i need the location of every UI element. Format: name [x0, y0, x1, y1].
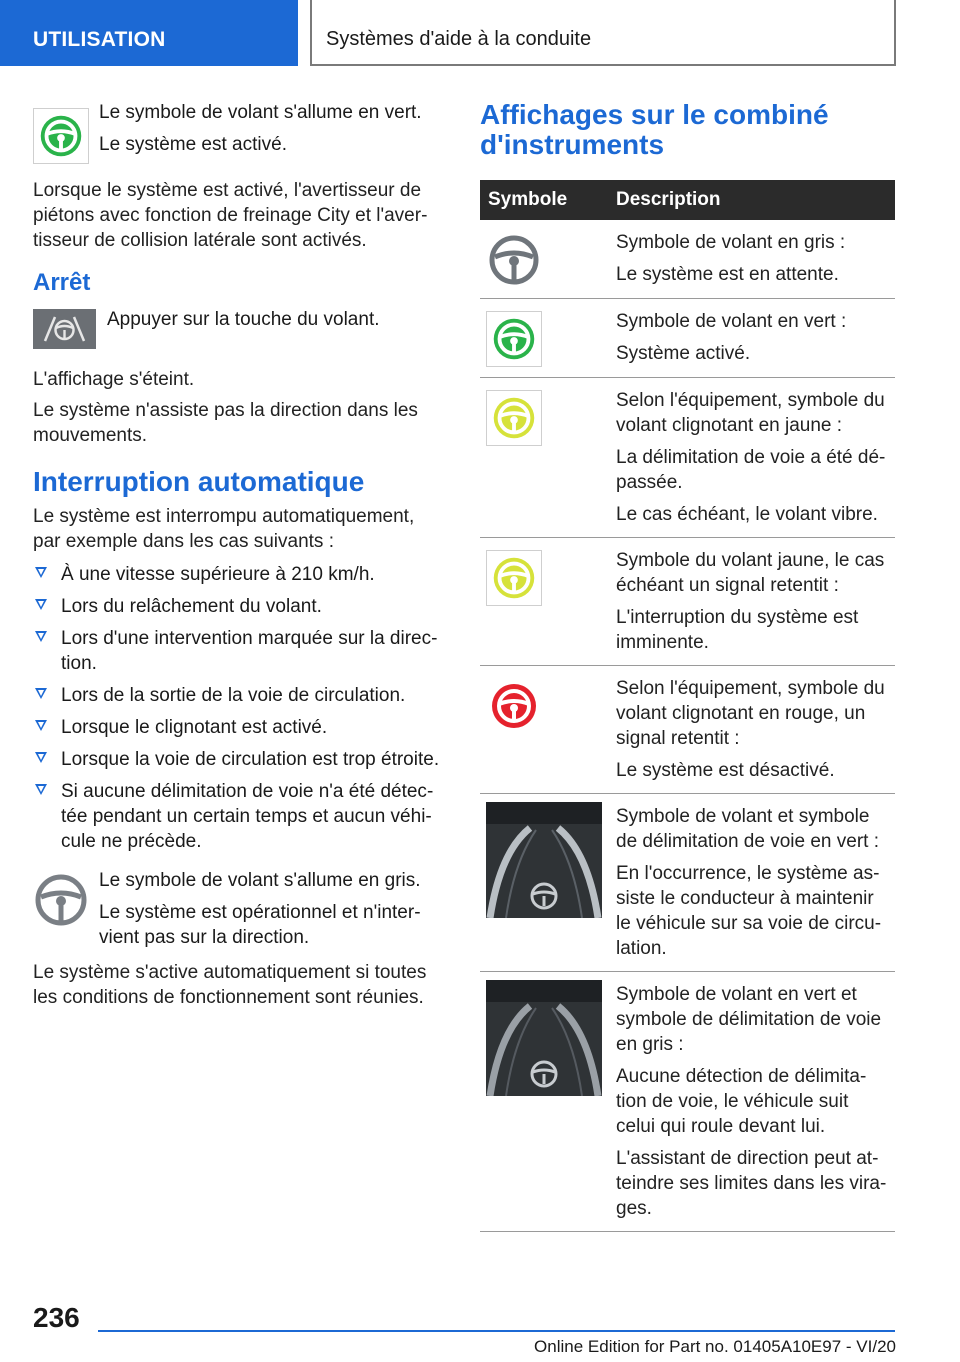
bullet-triangle-icon [35, 752, 47, 763]
table-row [480, 378, 895, 538]
display-heading: Affichages sur le combiné d'instruments [480, 99, 829, 160]
green-wheel-note [33, 100, 443, 164]
table-row [480, 666, 895, 794]
steering-wheel-icon [33, 108, 89, 164]
auto-intro: Le système est interrompu automatiquement, par exemple dans les cas suivants : [33, 506, 415, 552]
list-item: À une vitesse supérieure à 210 km/h. [33, 562, 443, 587]
chapter-title-box [310, 0, 896, 66]
description-cell: Symbole de volant et symbole de délimitation de voie en vert : En l'occurrence, le système assiste le conducteur à maintenir le véhicule sur sa voie de circulation. [608, 794, 895, 972]
table-row [480, 299, 895, 378]
steering-wheel-yellow-icon [480, 378, 608, 538]
description-cell: Symbole de volant en vert : Système activé. [608, 299, 895, 378]
right-column [480, 100, 895, 1232]
steering-wheel-green-icon [480, 299, 608, 378]
arret-paragraph-2: Le système n'assiste pas la direction dans les mouvements. [33, 400, 418, 446]
table-row [480, 794, 895, 972]
description-cell: Symbole du volant jaune, le cas échéant un signal retentit : L'interruption du système est imminente. [608, 538, 895, 666]
table-row [480, 538, 895, 666]
footer-divider [98, 1330, 895, 1332]
note-line: Le symbole de volant s'allume en vert. [99, 102, 422, 123]
page-header [0, 0, 960, 66]
steering-wheel-icon [33, 872, 89, 928]
note-line: Le système est opérationnel et n'intervient pas sur la direction. [99, 902, 421, 948]
description-cell: Selon l'équipement, symbole du volant clignotant en jaune : La délimitation de voie a été dépassée. Le cas échéant, le volant vibre. [608, 378, 895, 538]
description-cell: Selon l'équipement, symbole du volant clignotant en rouge, un signal retentit : Le système est désactivé. [608, 666, 895, 794]
table-row [480, 220, 895, 299]
list-item: Lors de la sortie de la voie de circulation. [33, 683, 443, 708]
lane-scene-grey-icon [480, 972, 608, 1232]
page-number: 236 [33, 1302, 80, 1333]
steering-wheel-yellow-icon [480, 538, 608, 666]
section-label: UTILISATION [33, 28, 166, 51]
description-cell: Symbole de volant en vert et symbole de délimitation de voie en gris : Aucune détection de délimitation de voie, le véhicule suit celui qui roule devant lui. L'assistant de direction peut atteindre ses limites dans les virages. [608, 972, 895, 1232]
list-item: Lorsque la voie de circulation est trop étroite. [33, 747, 443, 772]
bullet-triangle-icon [35, 720, 47, 731]
steering-wheel-red-icon [480, 666, 608, 794]
steering-assist-button-icon [33, 309, 96, 354]
list-item: Lorsque le clignotant est activé. [33, 715, 443, 740]
table-header-row [480, 180, 895, 220]
bullet-triangle-icon [35, 599, 47, 610]
column-header-description: Description [608, 180, 895, 220]
list-item: Si aucune délimitation de voie n'a été détectée pendant un certain temps et aucun véhicule ne précède. [33, 779, 443, 854]
section-tab[interactable] [0, 0, 298, 66]
bullet-triangle-icon [35, 567, 47, 578]
list-item: Lors d'une intervention marquée sur la direction. [33, 626, 443, 676]
auto-interruption-heading: Interruption automatique [33, 466, 365, 497]
symbol-table [480, 180, 895, 1232]
grey-wheel-note [33, 868, 443, 950]
left-column [33, 100, 443, 1010]
interruption-list [33, 562, 443, 854]
note-line: Appuyer sur la touche du volant. [107, 309, 380, 330]
arret-paragraph-1: L'affichage s'éteint. [33, 369, 195, 390]
bullet-triangle-icon [35, 631, 47, 642]
bullet-triangle-icon [35, 688, 47, 699]
column-header-symbol: Symbole [480, 180, 608, 220]
lane-scene-green-icon [480, 794, 608, 972]
arret-note [33, 307, 443, 357]
bullet-triangle-icon [35, 784, 47, 795]
description-cell: Symbole de volant en gris : Le système est en attente. [608, 220, 895, 299]
arret-heading: Arrêt [33, 269, 91, 296]
note-line: Le symbole de volant s'allume en gris. [99, 870, 421, 891]
table-row [480, 972, 895, 1232]
intro-paragraph: Lorsque le système est activé, l'avertisseur de piétons avec fonction de freinage City et l'avertisseur de collision latérale sont activés. [33, 180, 428, 251]
chapter-title: Systèmes d'aide à la conduite [326, 28, 592, 50]
note-line: Le système est activé. [99, 134, 287, 155]
list-item: Lors du relâchement du volant. [33, 594, 443, 619]
closing-paragraph: Le système s'active automatiquement si toutes les conditions de fonctionnement sont réunies. [33, 962, 427, 1008]
steering-wheel-grey-icon [480, 220, 608, 299]
edition-text: Online Edition for Part no. 01405A10E97 - VI/20 [534, 1337, 896, 1356]
